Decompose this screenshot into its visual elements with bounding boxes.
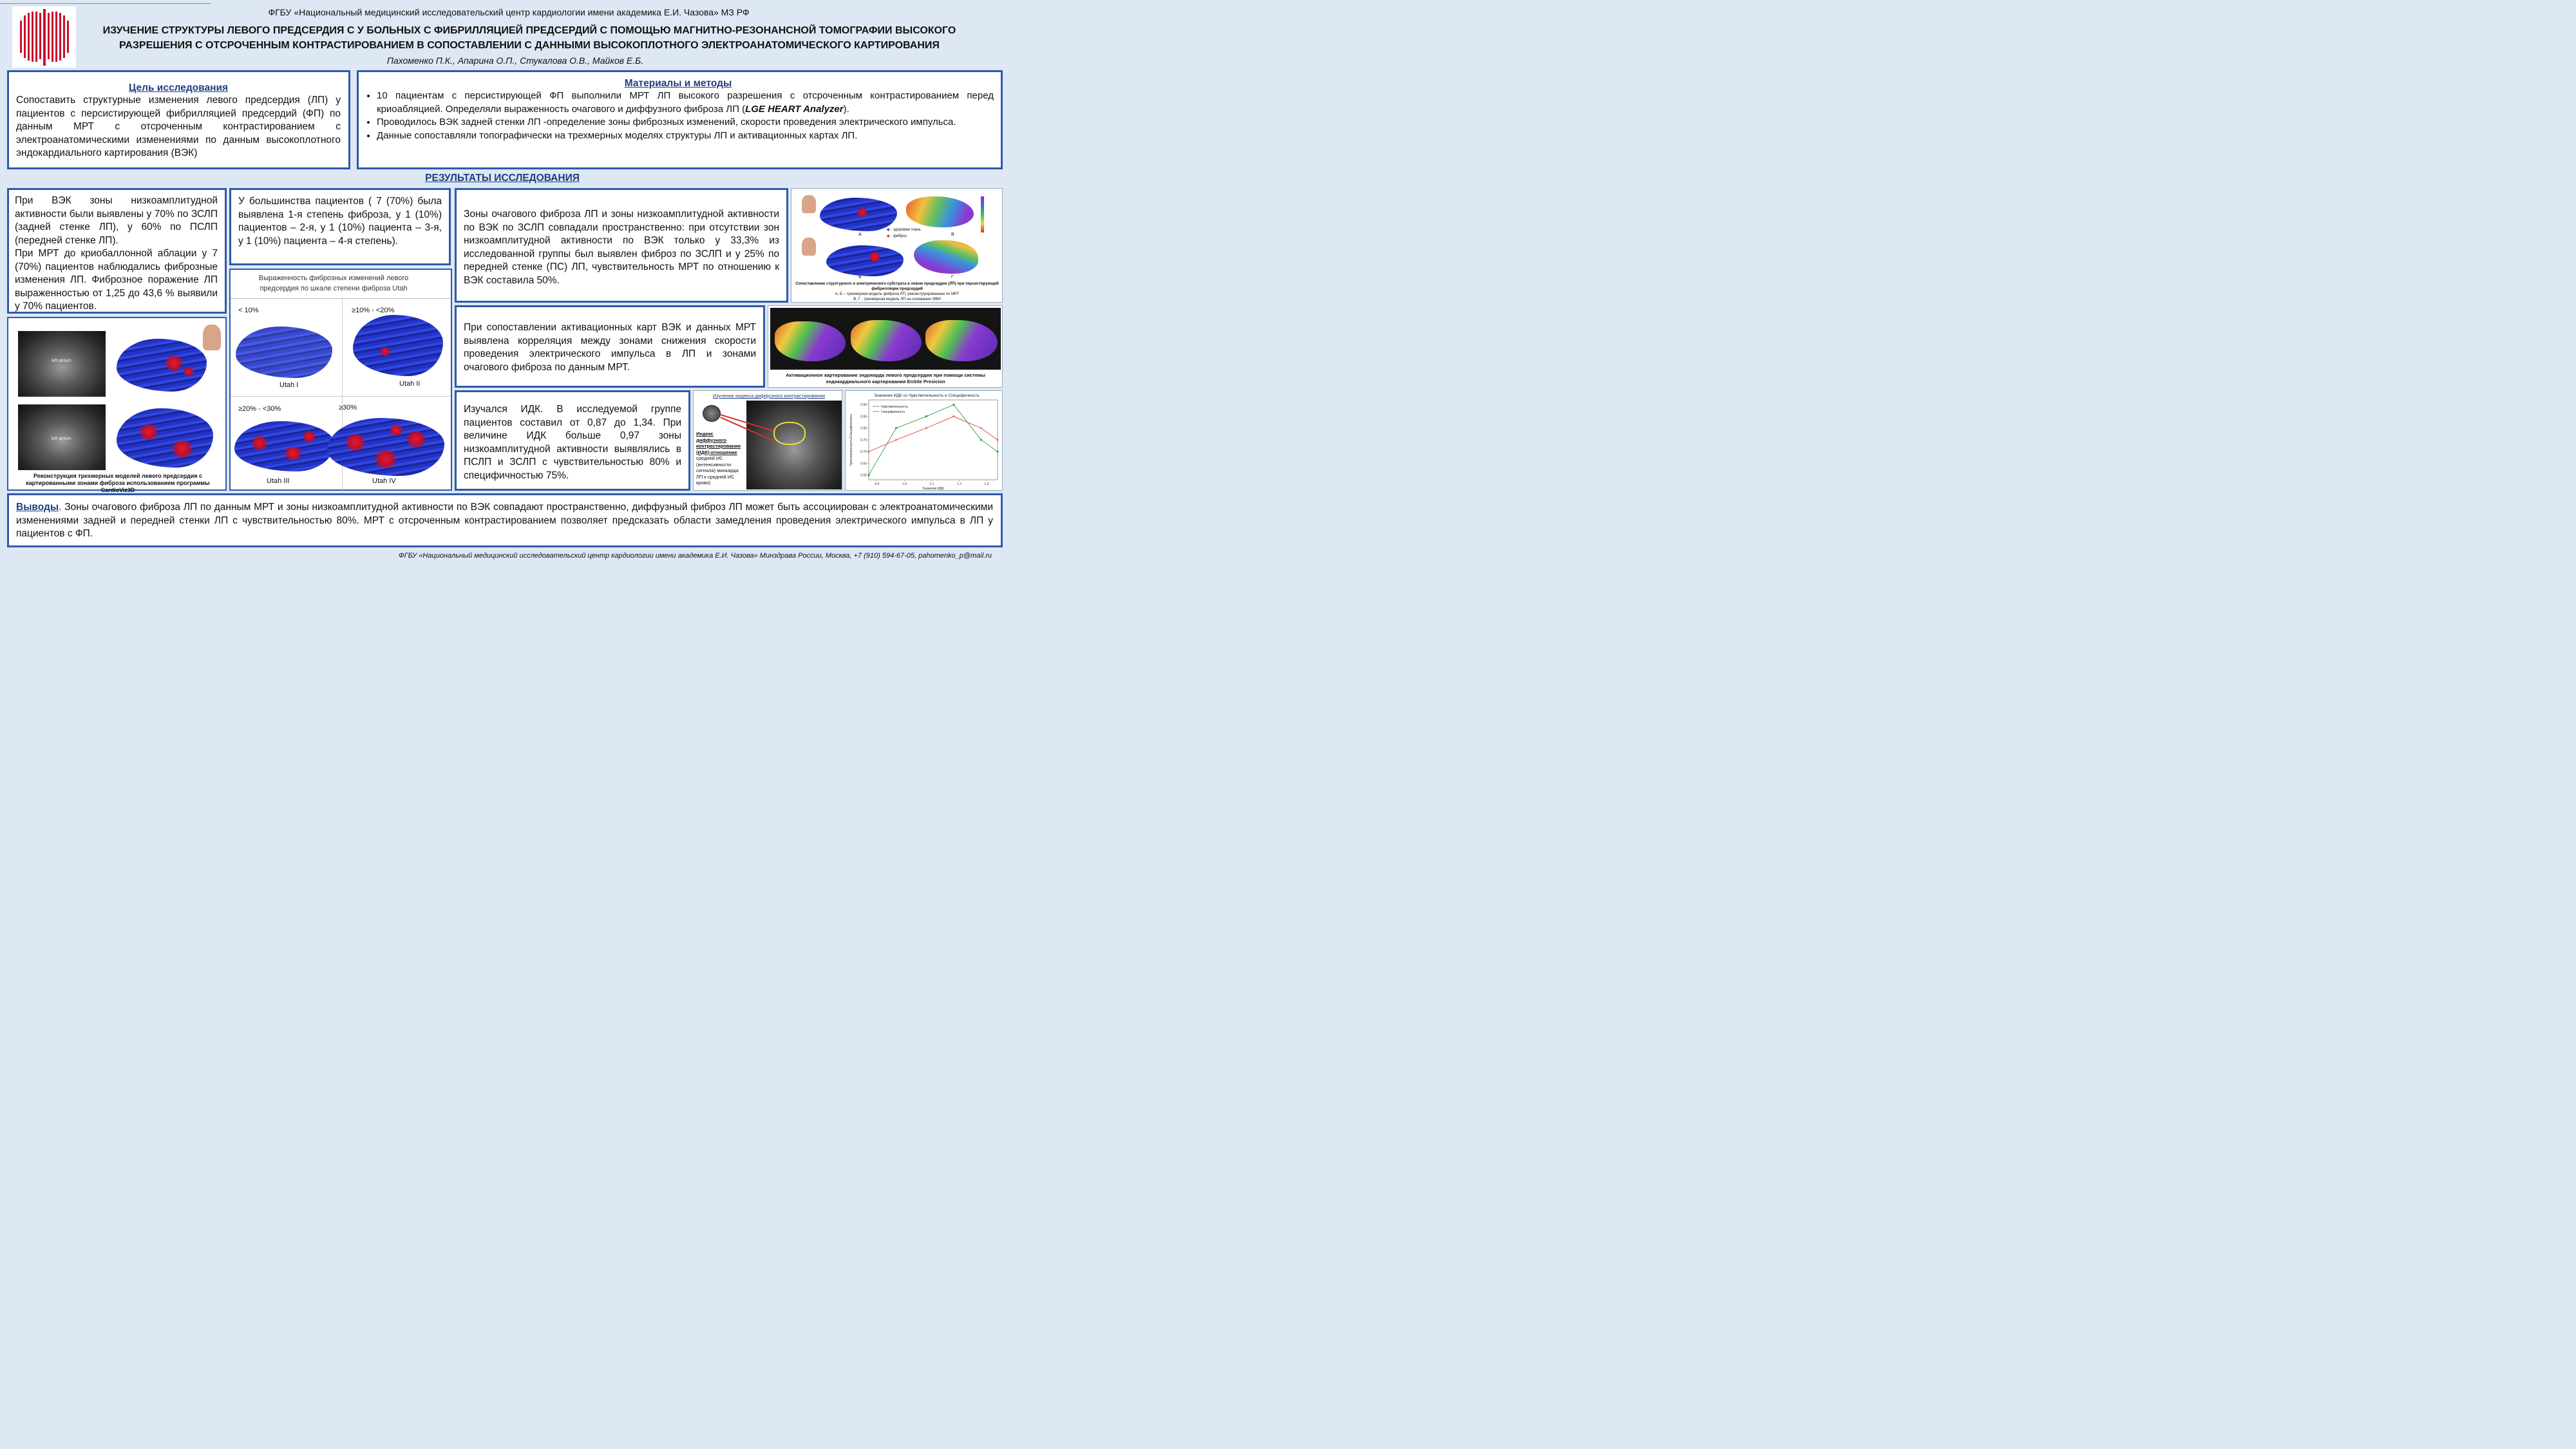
y-tick-label: 0.90 [860,403,867,408]
software-name: LGE HEART Analyzer [745,103,844,115]
utah-2-model [353,315,443,376]
x-tick-label: 1.0 [902,482,907,486]
utah-2-label: Utah II [399,380,421,388]
vek-para-2: При МРТ до криобаллонной аблации у 7 (70%) пациентов наблюдались фиброзные изменения ЛП. Фиброзное поражение ЛП выраженностью от 1,25 до 43,6 % выявили у 70% пациентов. [15,248,218,312]
torso-icon-a [802,195,816,213]
methods-item-1: • 10 пациентам с персистирующей ФП выполнили МРТ ЛП высокого разрешения с отсроченным контрастированием перед криоабляцией. Определяли выраженность очагового и диффузного фиброза ЛП (LGE HEART Analyzer). [377,90,994,116]
utah-2-range: ≥10% - <20% [352,307,395,314]
title-line-2: РАЗРЕШЕНИЯ С ОТСРОЧЕННЫМ КОНТРАСТИРОВАНИЕМ В СОПОСТАВЛЕНИИ С ДАННЫМИ ВЫСОКОПЛОТНОГО ЭЛЕКТРОАНАТОМИЧЕСКОГО КАРТИРОВАНИЯ [119,40,940,51]
sensitivity-point [952,404,954,406]
y-tick-label: 0.60 [860,473,867,478]
series-line-2 [869,417,998,452]
utah-1-model [236,327,332,378]
results-heading: РЕЗУЛЬТАТЫ ИССЛЕДОВАНИЯ [425,173,580,184]
fibrosis-degree-panel [229,188,451,265]
conclusions-panel [7,493,1003,547]
utah-4-label: Utah IV [372,477,396,485]
utah-1-range: < 10% [238,307,259,314]
utah-3-label: Utah III [267,477,290,485]
idk-panel [455,390,690,491]
reconstruction-figure [7,317,227,491]
institution-line: ФГБУ «Национальный медицинский исследовательский центр кардиологии имени академика Е.И. Чазова» МЗ РФ [268,7,750,17]
authors: Пахоменко П.К., Апарина О.П., Стукалова О.В., Майков Е.Б. [386,55,644,66]
y-tick-label: 0.85 [860,415,867,419]
mri-scan-2: left atrium [18,404,106,470]
aim-heading: Цель исследования [128,82,229,93]
vek-para-1: При ВЭК зоны низкоамплитудной активности были выявлены у 70% по ЗСЛП (задней стенке ЛП), у 60% по ПСЛП (передней стенке ЛП). [15,195,218,246]
y-tick-label: 0.75 [860,438,867,442]
utah-3-range: ≥20% - <30% [238,405,281,413]
utah-4-range: ≥30% [339,404,357,412]
activation-caption: Активационное картирование эндокарда левого предсердия при помощи системы эндокардиального картирования EnSite Presicion [786,372,985,384]
conclusions-text: Выводы. Зоны очагового фиброза ЛП по данным МРТ и зоны низкоамплитудной активности по ВЭК совпадают пространственно, диффузный фиброз ЛП может быть ассоциирован с электроанатомическими изменениями задней и передней стенки ЛП с чувствительностью 80%. МРТ с отсроченным контрастированием позволяет предсказать области замедления проведения электрического импульса в ЛП у пациентов с ФП. [16,502,993,539]
sensitivity-point [895,427,897,429]
utah-figure [229,269,452,491]
poster-title [77,23,981,53]
legend-fibrosis: ◆ - фиброз [887,234,907,238]
vek-findings-panel [7,188,227,314]
utah-3-model [234,421,334,471]
top-rule [0,3,211,4]
idk-figure [693,390,842,491]
idk-scan [746,401,842,489]
comparison-caption: Сопоставление структурного и электрического субстрата в левом предсердии (ЛП) при персистирующей фибрилляции предсердий А, Б – трехмерная модель фиброза ЛП, реконструированная по МРТ В, Г - трехмерная модель ЛП на основании ЭФИ [795,282,999,301]
compare-colorbar [981,196,984,232]
methods-list [363,90,994,142]
idk-blood-pool-thumb [703,405,721,422]
sensitivity-point [925,415,927,417]
x-tick-label: 1.2 [956,482,961,486]
torso-icon [203,325,221,350]
logo [12,6,76,68]
idk-chart-svg [846,391,1003,491]
legend-entry: Чувствительность [881,404,908,409]
focal-fibrosis-panel [455,188,788,303]
activation-panel [455,305,765,388]
methods-heading: Материалы и методы [624,78,732,89]
y-tick-label: 0.65 [860,462,867,466]
aim-text: Сопоставить структурные изменения левого предсердия (ЛП) у пациентов с персистирующей фибрилляцией предсердий (ФП) по данным МРТ с отсроченным контрастированием с электроанатомическими изменениями по данным высокоплотного эндокардиального картирования (ВЭК) [16,95,341,158]
methods-item-3: • Данные сопоставляли топографически на трехмерных моделях структуры ЛП и активационных картах ЛП. [377,129,994,143]
compare-model-c [826,245,904,276]
utah-title-rule [231,298,451,299]
conclusions-heading: Выводы [16,502,59,513]
idk-roi-contour [773,422,806,445]
footer-contact: ФГБУ «Национальный медицинский исследовательский центр кардиологии имени академика Е.И. Чазова» Минздрава России, Москва, +7 (910) 594-67-05, pahomenko_p@mail.ru [398,552,992,560]
x-tick-label: 1.1 [929,482,934,486]
recon-model-2 [117,408,213,468]
chart-title: Значения ИДК vs Чувствительность и Специфичность [874,393,980,398]
utah-1-label: Utah I [279,381,299,389]
idk-note: Индекс диффузного контрастирования (ИДК)-отношение средней ИС (интенсивности сигнала) миокарда ЛП к средней ИС крови) [696,431,741,486]
methods-panel [357,70,1003,169]
torso-icon-c [802,238,816,256]
series-line-1 [869,404,998,475]
recon-model-1 [117,339,207,392]
x-tick-label: 0.9 [875,482,880,486]
chart-xlabel: Значения ИДК [922,487,944,491]
reconstruction-caption: Реконструкция трехмерных моделей левого предсердия с картированными зонами фиброза использованием программы CardioViz3D [26,473,210,493]
fibrosis-degree-text: У большинства пациентов ( 7 (70%) была выявлена 1-я степень фиброза, у 1 (10%) пациентов – 2-я, у 1 (10%) пациента – 3-я, у 1 (10%) пациента – 4-я степень). [238,196,442,247]
sensitivity-point [996,451,998,453]
mri-scan-1: left atrium [18,331,106,397]
legend-entry: Специфичность [881,410,905,414]
activation-text: При сопоставлении активационных карт ВЭК и данных МРТ выявлена корреляция между зонами снижения скорости проведения электрического импульса в ЛП и зонами очагового фиброза по данным МРТ. [464,322,756,373]
sensitivity-point [867,474,869,476]
comparison-figure: А В ◆ - здоровая ткань ◆ - фиброз Б Г Сопоставление структурного и электрического субстрата в левом предсердии (ЛП) при персистирующей фибрилляции предсердий А, Б – трехмерная модель фиброза ЛП, реконструированная по МРТ В, Г - трехмерная модель ЛП на основании ЭФИ [791,188,1003,303]
methods-item-2: • Проводилось ВЭК задней стенки ЛП -определение зоны фиброзных изменений, скорости проведения электрического импульса. [377,116,994,129]
idk-chart [845,390,1003,491]
aim-panel [7,70,350,169]
chart-ylabel: Чувствительность/Специфичность [849,413,853,466]
y-tick-label: 0.70 [860,450,867,455]
sensitivity-point [980,439,982,440]
idk-figure-title: Изучение индекса диффузного контрастирования [712,393,826,399]
utah-title: Выраженность фиброзных изменений левого предсердия по шкале степени фиброза Utah [258,274,409,292]
title-line-1: ИЗУЧЕНИЕ СТРУКТУРЫ ЛЕВОГО ПРЕДСЕРДИЯ С У БОЛЬНЫХ С ФИБРИЛЛЯЦИЕЙ ПРЕДСЕРДИЙ С ПОМОЩЬЮ МАГНИТНО-РЕЗОНАНСНОЙ ТОМОГРАФИИ ВЫСОКОГО [102,25,956,36]
legend-healthy: ◆ - здоровая ткань [887,228,921,232]
x-tick-label: 1.3 [984,482,989,486]
compare-model-b [906,196,974,227]
focal-fibrosis-text: Зоны очагового фиброза ЛП и зоны низкоамплитудной активности по ВЭК по ЗСЛП совпадали пространственно: при отсутствии зон низкоамплитудной активности по ВЭК только у 33,3% из исследованной группы был выявлен фиброз по ЗСЛП и у 25% по передней стенке (ПС) ЛП, чувствительность МРТ по отношению к ВЭК составила 50%. [464,209,779,286]
idk-text: Изучался ИДК. В исследуемой группе пациентов составил от 0,87 до 1,34. При величине ИДК больше 0,97 зоны низкоамплитудной активности выявлялись в ПСЛП и ЗСЛП с чувствительностью 80% и специфичностью 75%. [464,404,681,481]
utah-grid-h [231,396,451,397]
activation-figure [768,305,1003,388]
compare-model-d [914,240,978,274]
y-tick-label: 0.80 [860,426,867,431]
